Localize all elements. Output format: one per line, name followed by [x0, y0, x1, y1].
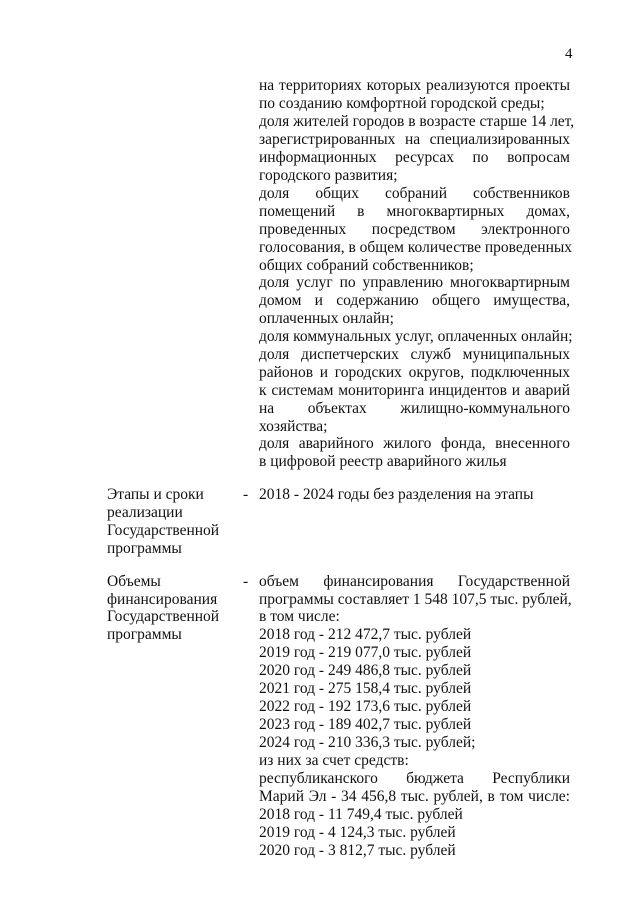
indicator-line: доля аварийного жилого фонда, внесенного — [259, 435, 570, 452]
indicator-line: голосования, в общем количестве проведенных — [259, 239, 573, 256]
funding-line: 2018 год - 212 472,7 тыс. рублей — [259, 626, 472, 643]
funding-line: 2019 год - 219 077,0 тыс. рублей — [259, 644, 472, 661]
funding-label-line: Объемы — [107, 573, 161, 590]
indicator-line: на территориях которых реализуются проекты — [259, 77, 570, 94]
funding-line: Марий Эл - 34 456,8 тыс. рублей, в том числе: — [259, 788, 570, 805]
indicator-line: зарегистрированных на специализированных — [259, 131, 570, 148]
funding-label-line: Государственной — [107, 608, 220, 625]
funding-line: 2021 год - 275 158,4 тыс. рублей — [259, 680, 472, 697]
stages-label-line: Государственной — [107, 522, 220, 539]
page-number: 4 — [565, 46, 573, 62]
funding-line: 2020 год - 249 486,8 тыс. рублей — [259, 662, 472, 679]
indicator-line: доля жителей городов в возрасте старше 14 лет, — [259, 113, 575, 130]
funding-label-line: программы — [107, 626, 182, 643]
indicator-line: проведенных посредством электронного — [259, 221, 570, 238]
indicator-line: районов и городских округов, подключенных — [259, 364, 570, 381]
funding-dash: - — [243, 573, 249, 590]
indicator-line: доля услуг по управлению многоквартирным — [259, 274, 570, 291]
indicator-line: общих собраний собственников; — [259, 257, 474, 274]
indicator-line: доля общих собраний собственников — [259, 185, 570, 202]
indicator-line: городского развития; — [259, 167, 398, 184]
stages-label-line: реализации — [107, 504, 183, 521]
indicator-line: оплаченных онлайн; — [259, 310, 394, 327]
funding-line: объем финансирования Государственной — [259, 573, 570, 590]
funding-line: 2019 год - 4 124,3 тыс. рублей — [259, 824, 456, 841]
stages-label-line: Этапы и сроки — [107, 486, 204, 503]
indicator-line: в цифровой реестр аварийного жилья — [259, 453, 507, 470]
stages-dash: - — [243, 486, 249, 503]
funding-line: программы составляет 1 548 107,5 тыс. рублей, — [259, 591, 572, 608]
stages-value: 2018 - 2024 годы без разделения на этапы — [259, 486, 534, 503]
funding-line: 2018 год - 11 749,4 тыс. рублей — [259, 806, 463, 823]
indicator-line: помещений в многоквартирных домах, — [259, 203, 570, 220]
indicator-line: домом и содержанию общего имущества, — [259, 292, 570, 309]
funding-line: 2024 год - 210 336,3 тыс. рублей; — [259, 734, 476, 751]
stages-label-line: программы — [107, 540, 182, 557]
indicator-line: доля диспетчерских служб муниципальных — [259, 346, 570, 363]
funding-line: 2023 год - 189 402,7 тыс. рублей — [259, 716, 472, 733]
indicator-line: хозяйства; — [259, 418, 328, 435]
funding-line: в том числе: — [259, 608, 340, 625]
funding-line: 2022 год - 192 173,6 тыс. рублей — [259, 698, 472, 715]
indicator-line: информационных ресурсах по вопросам — [259, 149, 570, 166]
funding-label-line: финансирования — [107, 591, 218, 608]
indicator-line: доля коммунальных услуг, оплаченных онлайн; — [259, 328, 573, 345]
funding-line: республиканского бюджета Республики — [259, 770, 570, 787]
indicator-line: по созданию комфортной городской среды; — [259, 95, 545, 112]
indicator-line: к системам мониторинга инцидентов и аварий — [259, 382, 570, 399]
funding-line: 2020 год - 3 812,7 тыс. рублей — [259, 842, 456, 859]
indicator-line: на объектах жилищно-коммунального — [259, 400, 570, 417]
funding-line: из них за счет средств: — [259, 752, 409, 769]
